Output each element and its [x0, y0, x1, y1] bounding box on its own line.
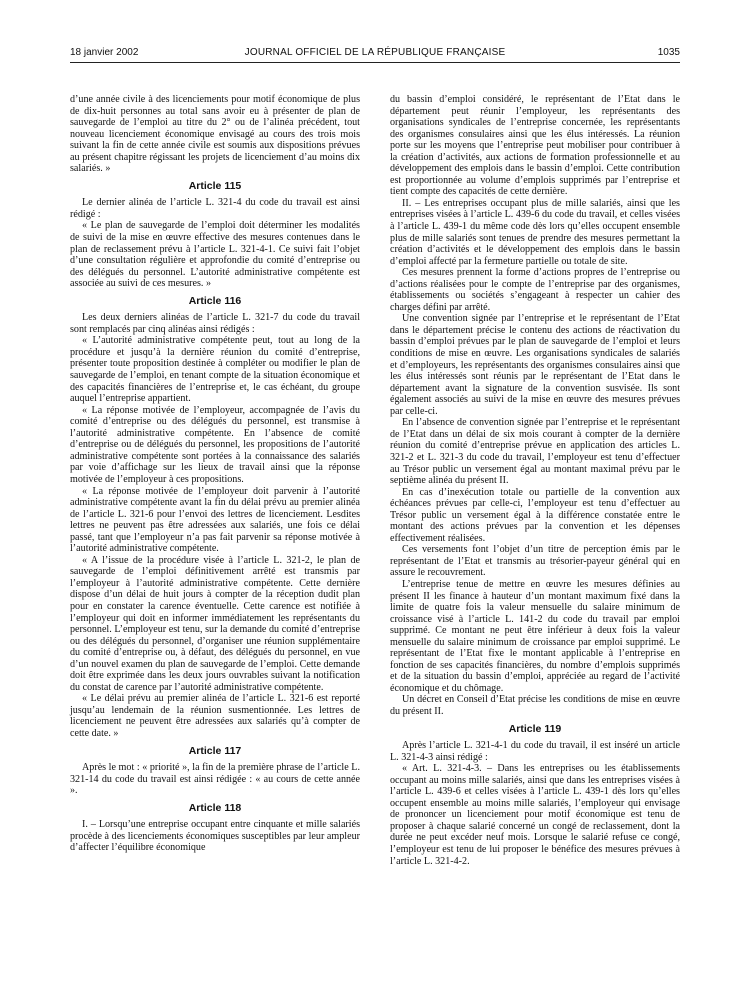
paragraph: Le dernier alinéa de l’article L. 321-4 du code du travail est ainsi rédigé : — [70, 197, 360, 220]
paragraph: En cas d’inexécution totale ou partielle de la convention aux échéances prévues par celle-ci, l’employeur est tenu d’effectuer au Trésor public un versement égal à la différence constatée entre le montant des actions prévues par la convention et les dépenses effectivement réalisées. — [390, 486, 680, 544]
paragraph: I. – Lorsqu’une entreprise occupant entre cinquante et mille salariés procède à des licenciements économiques susceptibles par leur ampleur d’affecter l’équilibre économique — [70, 819, 360, 854]
left-column — [70, 94, 360, 854]
paragraph: « Le plan de sauvegarde de l’emploi doit déterminer les modalités de suivi de la mise en œuvre effective des mesures contenues dans le plan de reclassement prévu à l’article L. 321-4-1. Ce suivi fait l’objet d’une consultation régulière et approfondie du comité d’entreprise ou des délégués du personnel. L’autorité administrative compétente est associée au suivi de ces mesures. » — [70, 220, 360, 290]
paragraph: Ces versements font l’objet d’un titre de perception émis par le représentant de l’Etat et transmis au trésorier-payeur général qui en assure le recouvrement. — [390, 544, 680, 579]
paragraph: Une convention signée par l’entreprise et le représentant de l’Etat dans le département précise le contenu des actions de réactivation du bassin d’emploi prévues par le plan de sauvegarde de l’emploi et leurs conditions de mise en œuvre. Les organisations syndicales de salariés et d’employeurs, les représentants des organismes consulaires ainsi que les élus intéressés sont réunis par le représentant de l’Etat dans le département avant la signature de la convention susvisée. Ils sont également associés au suivi de la mise en œuvre des mesures prévues par celle-ci. — [390, 313, 680, 417]
paragraph: En l’absence de convention signée par l’entreprise et le représentant de l’Etat dans un délai de six mois courant à compter de la dernière réunion du comité d’entreprise prévue en application des articles L. 321-2 et L. 321-3 du code du travail, l’employeur est tenu d’effectuer au Trésor public un versement égal au montant maximal prévu par le septième alinéa du présent II. — [390, 417, 680, 487]
paragraph: « La réponse motivée de l’employeur doit parvenir à l’autorité administrative compétente avant la fin du délai prévu au premier alinéa de l’article L. 321-6 pour l’envoi des lettres de licenciement. Lesdites lettres ne peuvent pas être adressées aux salariés, une fois ce délai passé, tant que l’employeur n’a pas fait parvenir sa réponse motivée à l’autorité administrative compétente. — [70, 485, 360, 555]
paragraph: L’entreprise tenue de mettre en œuvre les mesures définies au présent II les finance à hauteur d’un montant maximum fixé dans la limite de quatre fois la valeur mensuelle du salaire minimum de croissance visé à l’article L. 141-2 du code du travail par emploi supprimé. Ce montant ne peut être inférieur à deux fois la valeur mensuelle du salaire minimum de croissance par emploi supprimé. Le représentant de l’Etat fixe le montant applicable à l’entreprise en fonction de ses capacités financières, du nombre d’emplois supprimés et de la situation du bassin d’emploi, appréciée au regard de l’activité économique et du chômage. — [390, 578, 680, 694]
article-heading: Article 117 — [188, 744, 242, 757]
header-rule — [70, 62, 680, 63]
paragraph: « A l’issue de la procédure visée à l’article L. 321-2, le plan de sauvegarde de l’emploi définitivement arrêté est transmis par l’employeur à l’autorité administrative compétente. Cette dernière dispose d’un délai de huit jours à compter de la réception dudit plan pour en constater la carence éventuelle. Cette carence est notifiée à l’employeur qui doit en informer immédiatement les représentants du personnel. L’employeur est tenu, sur la demande du comité d’entreprise ou des délégués du personnel, d’organiser une réunion supplémentaire du comité d’entreprise ou, à défaut, des délégués du personnel, en vue d’un nouvel examen du plan de sauvegarde de l’emploi. Cette demande doit être exprimée dans les deux jours ouvrables suivant la notification du constat de carence par l’autorité administrative compétente. — [70, 554, 360, 693]
paragraph: du bassin d’emploi considéré, le représentant de l’Etat dans le département peut réunir l’employeur, les représentants des organisations syndicales de l’entreprise concernée, les représentants des organismes consulaires ainsi que les élus intéressés. La réunion porte sur les moyens que l’entreprise peut mobiliser pour contribuer à la création d’activités, aux actions de formation professionnelle et au développement des emplois dans le bassin d’emploi. Cette contribution est proportionnée au volume d’emplois supprimés par l’entreprise et tient compte des capacités de cette dernière. — [390, 94, 680, 198]
page-number: 1035 — [657, 47, 680, 58]
paragraph: « Art. L. 321-4-3. – Dans les entreprises ou les établissements occupant au moins mille salariés, ainsi que dans les entreprises visées à l’article L. 439-6 et celles visées à l’article L. 439-1 dès lors qu’elles occupent ensemble au moins mille salariés, l’employeur qui envisage de prononcer un licenciement pour motif économique est tenu de proposer à chaque salarié concerné un congé de reclassement, dont la durée ne peut excéder neuf mois. Lorsque le salarié refuse ce congé, l’employeur est tenu de lui proposer le bénéfice des mesures prévues à l’article L. 321-4-2. — [390, 763, 680, 867]
paragraph: Après le mot : « priorité », la fin de la première phrase de l’article L. 321-14 du code du travail est ainsi rédigée : « au cours de cette année ». — [70, 762, 360, 797]
paragraph: « La réponse motivée de l’employeur, accompagnée de l’avis du comité d’entreprise ou des délégués du personnel, est transmise à l’autorité administrative compétente. En l’absence de comité d’entreprise ou de délégués du personnel, les propositions de l’autorité administrative compétente sont portées à la connaissance des salariés par voie d’affichage sur les lieux de travail ainsi que la réponse motivée de l’employeur à ces propositions. — [70, 404, 360, 485]
paragraph: Ces mesures prennent la forme d’actions propres de l’entreprise ou d’actions réalisées pour le compte de l’entreprise par des organismes, établissements ou sociétés s’engageant à respecter un cahier des charges défini par arrêté. — [390, 267, 680, 313]
page-header — [70, 47, 680, 63]
article-heading: Article 119 — [508, 722, 562, 735]
paragraph: Après l’article L. 321-4-1 du code du travail, il est inséré un article L. 321-4-3 ainsi rédigé : — [390, 740, 680, 763]
article-heading: Article 116 — [188, 294, 242, 307]
journal-title: JOURNAL OFFICIEL DE LA RÉPUBLIQUE FRANÇAISE — [244, 47, 506, 58]
paragraph: Un décret en Conseil d’Etat précise les conditions de mise en œuvre du présent II. — [390, 694, 680, 717]
paragraph: d’une année civile à des licenciements pour motif économique de plus de dix-huit personnes au total sans avoir eu à présenter de plan de sauvegarde de l’emploi au titre du 2° ou de l’alinéa précédent, tout nouveau licenciement économique envisagé au cours des trois mois suivant la fin de cette année civile est soumis aux dispositions prévues au présent chapitre régissant les projets de licenciement d’au moins dix salariés. » — [70, 94, 360, 175]
paragraph: Les deux derniers alinéas de l’article L. 321-7 du code du travail sont remplacés par cinq alinéas ainsi rédigés : — [70, 312, 360, 335]
article-heading: Article 115 — [188, 179, 242, 192]
paragraph: « Le délai prévu au premier alinéa de l’article L. 321-6 est reporté jusqu’au lendemain de la réunion susmentionnée. Les lettres de licenciement ne peuvent être adressées aux salariés qu’à compter de cette date. » — [70, 693, 360, 739]
paragraph: II. – Les entreprises occupant plus de mille salariés, ainsi que les entreprises visées à l’article L. 439-6 du code du travail, et celles visées à l’article L. 439-1 du même code dès lors qu’elles occupent ensemble plus de mille salariés sont tenues de prendre des mesures permettant la création d’activités et le développement des emplois dans le bassin d’emploi affecté par la fermeture partielle ou totale de site. — [390, 197, 680, 267]
right-column — [390, 94, 680, 867]
article-heading: Article 118 — [188, 801, 242, 814]
paragraph: « L’autorité administrative compétente peut, tout au long de la procédure et jusqu’à la dernière réunion du comité d’entreprise, présenter toute proposition destinée à compléter ou modifier le plan de sauvegarde de l’emploi, en tenant compte de la situation économique et des capacités financières de l’entreprise et, le cas échéant, du groupe auquel l’entreprise appartient. — [70, 335, 360, 405]
header-date: 18 janvier 2002 — [70, 47, 139, 58]
